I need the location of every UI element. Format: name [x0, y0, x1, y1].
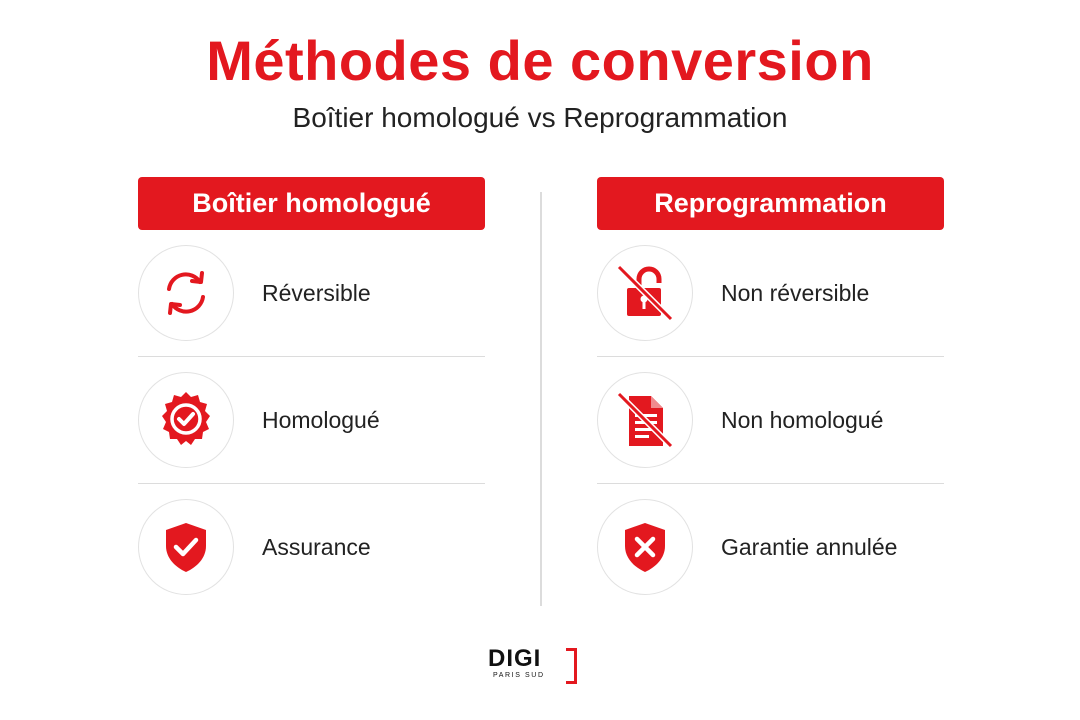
digi-logo: [488, 646, 580, 682]
page-title: Méthodes de conversion: [206, 29, 874, 92]
certified-badge-icon: [154, 388, 218, 452]
item-label: Garantie annulée: [721, 533, 898, 560]
column-header-reprogrammation: Reprogrammation: [597, 177, 944, 230]
refresh-icon: [156, 263, 216, 323]
list-item: [138, 357, 485, 484]
item-label: Non réversible: [721, 279, 870, 306]
logo-bracket-icon: [566, 648, 577, 684]
icon-circle: [138, 245, 234, 341]
column-divider: [540, 192, 542, 606]
icon-circle: [597, 245, 693, 341]
column-header-boitier: Boîtier homologué: [138, 177, 485, 230]
column-reprogrammation: [597, 177, 944, 610]
shield-x-icon: [615, 517, 675, 577]
column-boitier: [138, 177, 485, 610]
page-subtitle: Boîtier homologué vs Reprogrammation: [292, 102, 788, 133]
icon-circle: [597, 499, 693, 595]
item-label: Réversible: [262, 279, 371, 306]
list-item: [138, 484, 485, 610]
icon-circle: [597, 372, 693, 468]
icon-circle: [138, 372, 234, 468]
item-label: Assurance: [262, 533, 371, 560]
list-item: [597, 484, 944, 610]
icon-circle: [138, 499, 234, 595]
crossed-document-icon: [613, 388, 677, 452]
list-item: [138, 230, 485, 357]
logo-subtext: PARIS SUD: [493, 672, 545, 679]
item-label: Non homologué: [721, 406, 884, 433]
logo-text: DIGI: [488, 645, 542, 672]
shield-check-icon: [156, 517, 216, 577]
list-item: [597, 230, 944, 357]
list-item: [597, 357, 944, 484]
crossed-lock-icon: [613, 261, 677, 325]
item-label: Homologué: [262, 406, 380, 433]
